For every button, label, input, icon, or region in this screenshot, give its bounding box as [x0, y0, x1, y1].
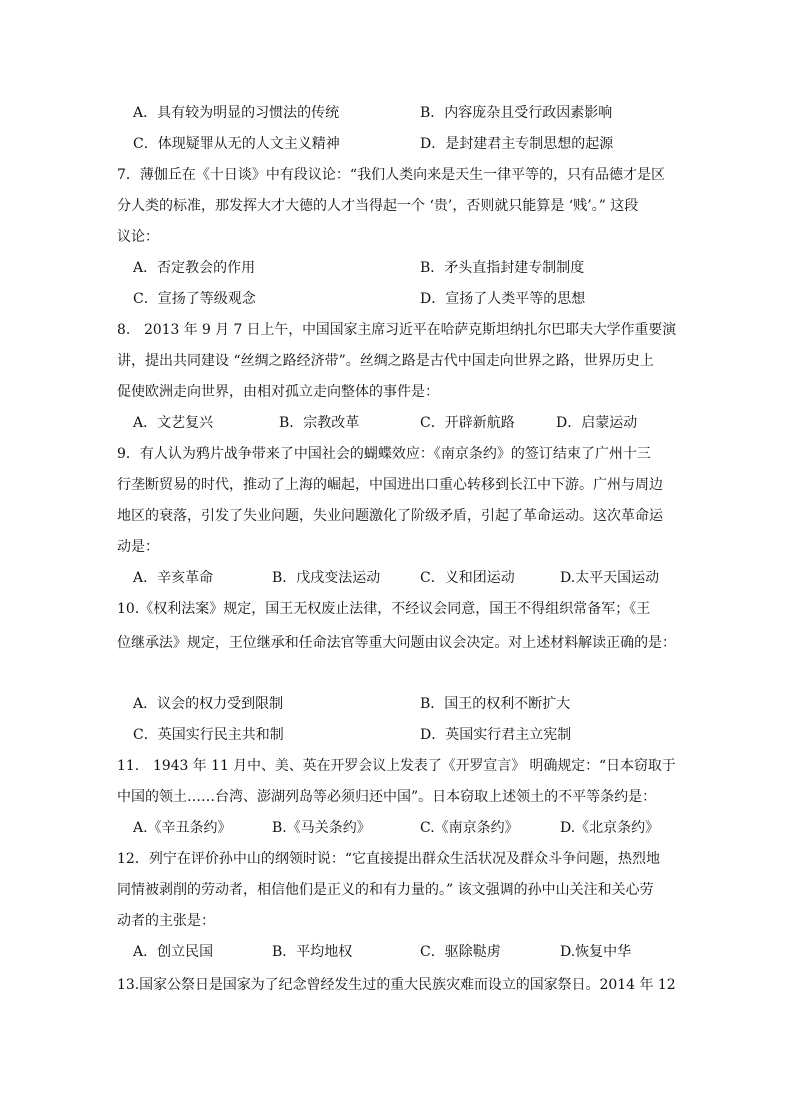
q10-option-d: D．英国实行君主立宪制 — [420, 727, 572, 743]
q10-stem-line-1: 10.《权利法案》规定，国王无权废止法律，不经议会同意，国王不得组织常备军；《王 — [117, 601, 651, 617]
q10-option-c: C．英国实行民主共和制 — [133, 727, 284, 743]
q8-option-d: D．启蒙运动 — [556, 415, 638, 431]
q9-stem-line-2: 行垄断贸易的时代，推动了上海的崛起，中国进出口重心转移到长江中下游。广州与周边 — [117, 477, 663, 493]
q9-option-b: B．戊戌变法运动 — [272, 570, 381, 586]
q9-option-c: C．义和团运动 — [420, 570, 515, 586]
q9-option-d: D.太平天国运动 — [560, 570, 660, 586]
q11-option-d: D.《北京条约》 — [560, 820, 660, 836]
q7-option-d: D．宣扬了人类平等的思想 — [420, 291, 586, 307]
q11-stem-line-1: 11. 1943 年 11 月中、美、英在开罗会议上发表了《开罗宣言》 明确规定：“日本窃取于 — [117, 758, 676, 774]
q9-stem-line-4: 动是： — [117, 539, 159, 555]
q8-stem-line-2: 讲，提出共同建设 “丝绸之路经济带”。丝绸之路是古代中国走向世界之路，世界历史上 — [117, 353, 654, 369]
q7-option-c: C．宣扬了等级观念 — [133, 291, 256, 307]
q12-stem-line-3: 动者的主张是： — [117, 913, 215, 929]
q8-option-c: C．开辟新航路 — [420, 415, 515, 431]
q11-option-c: C.《南京条约》 — [420, 820, 519, 836]
q8-option-b: B．宗教改革 — [279, 415, 360, 431]
q11-option-b: B.《马关条约》 — [272, 820, 371, 836]
q7-option-b: B．矛头直指封建专制制度 — [420, 260, 585, 276]
q7-stem-line-2: 分人类的标准，那发挥大才大德的人才当得起一个 ‘贵’，否则就只能算是 ‘贱’。” 这段 — [117, 198, 639, 214]
q7-stem-line-1: 7．薄伽丘在《十日谈》中有段议论：“我们人类向来是天生一律平等的，只有品德才是区 — [117, 167, 666, 183]
q10-option-a: A．议会的权力受到限制 — [133, 696, 284, 712]
q8-stem-line-3: 促使欧洲走向世界，由相对孤立走向整体的事件是： — [117, 384, 439, 400]
q12-stem-line-1: 12．列宁在评价孙中山的纲领时说：“它直接提出群众生活状况及群众斗争问题，热烈地 — [117, 851, 660, 867]
q11-stem-line-2: 中国的领土……台湾、澎湖列岛等必须归还中国”。日本窃取上述领土的不平等条约是： — [117, 789, 657, 805]
q12-option-d: D.恢复中华 — [560, 944, 632, 960]
q11-option-a: A.《辛丑条约》 — [133, 820, 232, 836]
q8-stem-line-1: 8. 2013 年 9 月 7 日上午，中国国家主席习近平在哈萨克斯坦纳扎尔巴耶夫大学作重要演 — [117, 322, 677, 338]
q6-option-c: C．体现疑罪从无的人文主义精神 — [133, 136, 340, 152]
q10-stem-line-2: 位继承法》规定，王位继承和任命法官等重大问题由议会决定。对上述材料解读正确的是： — [117, 635, 676, 651]
q12-option-a: A．创立民国 — [133, 944, 214, 960]
q12-option-b: B．平均地权 — [272, 944, 353, 960]
q8-option-a: A．文艺复兴 — [133, 415, 214, 431]
q12-option-c: C．驱除鞑虏 — [420, 944, 501, 960]
q12-stem-line-2: 同情被剥削的劳动者，相信他们是正义的和有力量的。” 该文强调的孙中山关注和关心劳 — [117, 882, 654, 898]
q9-stem-line-3: 地区的衰落，引发了失业问题，失业问题激化了阶级矛盾，引起了革命运动。这次革命运 — [117, 508, 663, 524]
q7-option-a: A．否定教会的作用 — [133, 260, 256, 276]
q6-option-d: D．是封建君主专制思想的起源 — [420, 136, 614, 152]
q9-option-a: A．辛亥革命 — [133, 570, 214, 586]
q13-stem-line-1: 13.国家公祭日是国家为了纪念曾经发生过的重大民族灾难而设立的国家祭日。2014 年 12 — [117, 977, 676, 993]
q10-option-b: B．国王的权利不断扩大 — [420, 696, 571, 712]
q6-option-a: A．具有较为明显的习惯法的传统 — [133, 105, 340, 121]
q6-option-b: B．内容庞杂且受行政因素影响 — [420, 105, 613, 121]
q9-stem-line-1: 9．有人认为鸦片战争带来了中国社会的蝴蝶效应：《南京条约》的签订结束了广州十三 — [117, 446, 651, 462]
q7-stem-line-3: 议论： — [117, 229, 159, 245]
